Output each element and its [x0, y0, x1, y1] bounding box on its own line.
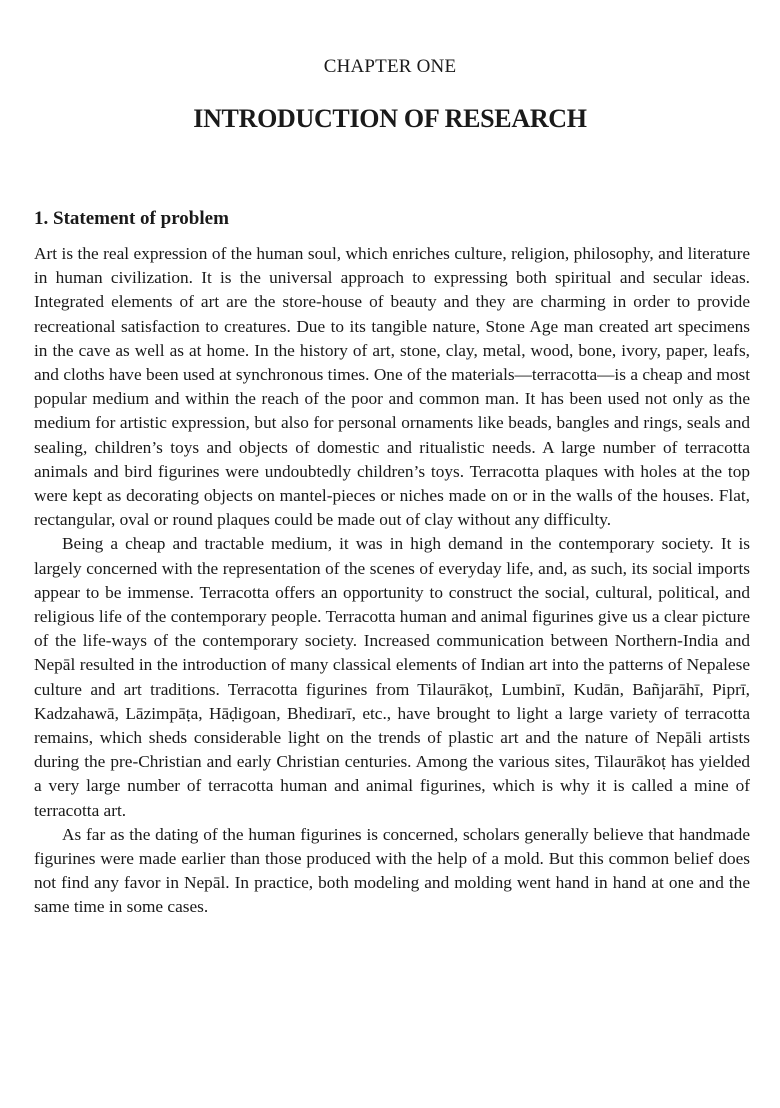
- section-heading: 1. Statement of problem: [34, 208, 229, 229]
- paragraph-2: Being a cheap and tractable medium, it was in high demand in the contemporary society. It is largely concerned with the representation of the scenes of everyday life, and, as such, its social imports appear to be immense. Terracotta offers an opportunity to construct the social, cultural, political, and religious life of the contemporary people. Terracotta human and animal figurines give us a clear picture of the life-ways of the contemporary society. Increased communication between Northern-India and Nepāl resulted in the introduction of many classical elements of Indian art into the patterns of Nepalese culture and art traditions. Terracotta figurines from Tilaurākoṭ, Lumbinī, Kudān, Bañjarāhī, Piprī, Kadzahawā, Lāzimpāṭa, Hāḍigoan, Bhediᴊarī, etc., have brought to light a large variety of terracotta remains, which sheds considerable light on the trends of plastic art and the nature of Nepāli artists during the pre-Christian and early Christian centuries. Among the various sites, Tilaurākoṭ has yielded a very large number of terracotta human and animal figurines, which is why it is called a mine of terracotta art.: [34, 534, 750, 820]
- chapter-label: CHAPTER ONE: [323, 56, 457, 77]
- body-text: [34, 242, 750, 920]
- paragraph-3: As far as the dating of the human figurines is concerned, scholars generally believe that handmade figurines were made earlier than those produced with the help of a mold. But this common belief does not find any favor in Nepāl. In practice, both modeling and molding went hand in hand at one and the same time in some cases.: [34, 824, 750, 917]
- chapter-title: INTRODUCTION OF RESEARCH: [193, 104, 587, 133]
- paragraph-1: Art is the real expression of the human soul, which enriches culture, religion, philosophy, and literature in human civilization. It is the universal approach to expressing both spiritual and secular ideas. Integrated elements of art are the store-house of beauty and they are charming in order to provide recreational satisfaction to creatures. Due to its tangible nature, Stone Age man created art specimens in the cave as well as at home. In the history of art, stone, clay, metal, wood, bone, ivory, paper, leafs, and cloths have been used at synchronous times. One of the materials—terracotta—is a cheap and most popular medium and within the reach of the poor and common man. It has been used not only as the medium for artistic expression, but also for personal ornaments like beads, bangles and rings, seals and sealing, children’s toys and objects of domestic and ritualistic needs. A large number of terracotta animals and bird figurines were undoubtedly children’s toys. Terracotta plaques with holes at the top were kept as decorating objects on mantel-pieces or niches made on or in the walls of the houses. Flat, rectangular, oval or round plaques could be made out of clay without any difficulty.: [34, 244, 750, 530]
